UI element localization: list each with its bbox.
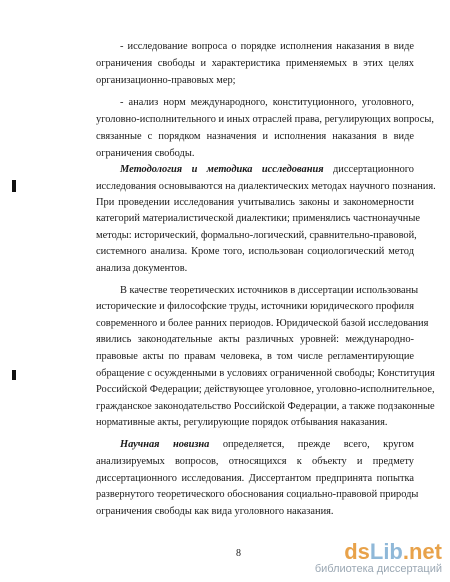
text-line [96,74,414,87]
watermark-logo: dsLib.net [344,539,442,564]
text-span: развернутого теоретического обоснования социально-правовой природы [96,489,419,500]
text-span: В качестве теоретических источников в диссертации использованы [120,285,419,296]
text-line [96,147,414,160]
text-span: исследования основываются на диалектических методах научного познания. [96,181,436,192]
text-span: анализируемых вопросов, относящихся к объекту и предмету [96,456,414,467]
text-line [96,350,414,363]
scan-edge-mark [12,370,16,380]
text-line [96,262,414,275]
text-line [96,212,420,225]
text-span: обращение с осужденными в условиях ограниченной свободы; Конституция [96,368,435,379]
text-span: Методология и методика исследования [120,164,324,175]
text-span: системного анализа. Кроме того, использован социологический метод [96,246,414,257]
text-span: современного и более ранних периодов. Юридической базой исследования [96,318,429,329]
text-span: При проведении исследования учитывались законы и закономерности [96,197,414,208]
text-span: ограничения свободы как вида уголовного наказания. [96,506,334,517]
text-line [96,400,435,413]
text-span: - исследование вопроса о порядке исполнения наказания в виде [120,41,414,52]
text-line [96,130,414,143]
text-span: гражданское законодательство Российской Федерации, а также подзаконные [96,401,435,412]
text-line [120,284,419,297]
text-line [96,505,414,518]
text-line [96,383,435,396]
text-span: организационно-правовых мер; [96,75,236,86]
text-line [96,367,435,380]
text-line [96,472,414,485]
text-line [120,163,414,176]
text-span: исторические и философские труды, источники юридического профиля [96,301,414,312]
page-number: 8 [236,548,241,559]
text-line [96,300,414,313]
text-span: методы: исторический, формально-логический, сравнительно-правовой, [96,230,417,241]
text-span: определяется, прежде всего, кругом [209,439,414,450]
text-span: ограничения свободы. [96,148,195,159]
text-line [96,416,414,429]
text-span: ограничения свободы и характеристика применяемых в этих целях [96,58,414,69]
text-line [96,333,414,346]
text-line [96,229,417,242]
text-span: уголовно-исполнительного и иных отраслей права, регулирующих вопросы, [96,114,434,125]
text-line [120,96,414,109]
text-span: диссертационного исследования. Диссертантом предпринята попытка [96,473,414,484]
text-span: связанные с порядком назначения и исполнения наказания в виде [96,131,414,142]
text-line [96,180,436,193]
text-span: - анализ норм международного, конституционного, уголовного, [120,97,414,108]
text-line [120,40,414,53]
dslib-watermark [315,541,442,576]
text-span: нормативные акты, регулирующие порядок отбывания наказания. [96,417,388,428]
text-line [96,113,434,126]
text-span: правовые акты по правам человека, в том числе регламентирующие [96,351,414,362]
text-line [96,317,429,330]
text-line [120,438,414,451]
text-line [96,245,414,258]
text-span: Научная новизна [120,439,210,450]
text-span: диссертационного [323,164,414,175]
text-span: Российской Федерации; действующее уголовное, уголовно-исполнительное, [96,384,435,395]
watermark-subtitle: библиотека диссертаций [314,563,442,575]
scan-edge-mark [12,180,16,192]
text-line [96,57,414,70]
text-line [96,455,414,468]
text-span: явились законодательные акты различных уровней: международно- [96,334,414,345]
text-span: категорий материалистической диалектики; применялись частнонаучные [96,213,420,224]
text-span: анализа документов. [96,263,188,274]
text-line [96,488,419,501]
text-line [96,196,414,209]
